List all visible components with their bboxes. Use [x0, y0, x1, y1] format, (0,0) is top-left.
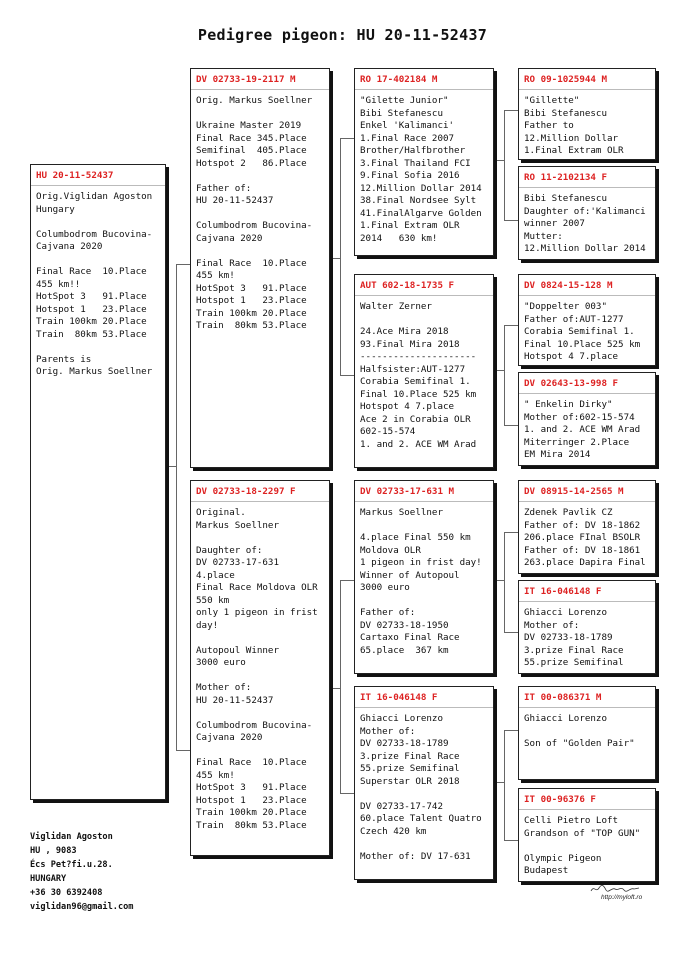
connector-line	[340, 138, 341, 375]
connector-line	[504, 325, 518, 326]
ring-number: DV 02733-19-2117 M	[191, 69, 329, 90]
connector-line	[340, 375, 354, 376]
connector-line	[504, 532, 518, 533]
ring-number: DV 02733-18-2297 F	[191, 481, 329, 502]
ring-number: AUT 602-18-1735 F	[355, 275, 493, 296]
pigeon-info: Walter Zerner 24.Ace Mira 2018 93.Final Mira 2018 --------------------- Halfsister:AUT-1277 Corabia Semifinal 1. Final 10.Place 525 km Hotspot 4 7.place Ace 2 in Corabia OLR 602-15-574 1. and 2. ACE WM Arad	[360, 301, 477, 450]
ring-number: IT 16-046148 F	[519, 581, 655, 602]
pigeon-card-sds[interactable]	[518, 274, 656, 366]
pigeon-card-sire[interactable]	[190, 68, 330, 468]
pigeon-card-sire-sire[interactable]	[354, 68, 494, 256]
pigeon-card-sss[interactable]	[518, 68, 656, 160]
pigeon-card-dam-dam[interactable]	[354, 686, 494, 880]
pigeon-card-dsd[interactable]	[518, 580, 656, 674]
connector-line	[504, 532, 505, 632]
pigeon-info: "Gillette" Bibi Stefanescu Father to 12.Million Dollar 1.Final Extram OLR	[524, 95, 624, 156]
pigeon-info: "Gilette Junior" Bibi Stefanescu Enkel 'Kalimanci' 1.Final Race 2007 Brother/Halfbrother 3.Final Thailand FCI 9.Final Sofia 2016 12.Million Dollar 2014 38.Final Nordsee Sylt 41.FinalAlgarve Golden 1.Final Extram OLR 2014 630 km!	[360, 95, 482, 244]
connector-line	[166, 466, 177, 467]
ring-number: RO 09-1025944 M	[519, 69, 655, 90]
connector-line	[504, 425, 518, 426]
website-link[interactable]: http://myloft.ro	[601, 894, 643, 901]
pigeon-info: "Doppelter 003" Father of:AUT-1277 Corabia Semifinal 1. Final 10.Place 525 km Hotspot 4 7.place	[524, 301, 641, 362]
connector-line	[176, 750, 190, 751]
pigeon-card-dds[interactable]	[518, 686, 656, 780]
ring-number: RO 11-2102134 F	[519, 167, 655, 188]
ring-number: DV 02733-17-631 M	[355, 481, 493, 502]
pigeon-info: Markus Soellner 4.place Final 550 km Moldova OLR 1 pigeon in frist day! Winner of Autopoul 3000 euro Father of: DV 02733-18-1950 Cartaxo Final Race 65.place 367 km	[360, 507, 482, 656]
pigeon-info: Orig. Markus Soellner Ukraine Master 2019 Final Race 345.Place Semifinal 405.Place Hotspot 2 86.Place Father of: HU 20-11-52437 Columbodrom Bucovina- Cajvana 2020 Final Race 10.Place 455 km! HotSpot 3 91.Place Hotspot 1 23.Place Train 100km 20.Place Train 80km 53.Place	[196, 95, 313, 331]
connector-line	[504, 730, 505, 840]
connector-line	[494, 160, 505, 161]
ring-number: IT 00-96376 F	[519, 789, 655, 810]
pigeon-card-sdd[interactable]	[518, 372, 656, 466]
connector-line	[504, 110, 518, 111]
connector-line	[340, 138, 354, 139]
connector-line	[504, 730, 518, 731]
pigeon-card-subject[interactable]	[30, 164, 166, 800]
ring-number: HU 20-11-52437	[31, 165, 165, 186]
page-title: Pedigree pigeon: HU 20-11-52437	[197, 26, 488, 44]
pigeon-info: Ghiacci Lorenzo Son of "Golden Pair"	[524, 713, 635, 749]
connector-line	[494, 370, 505, 371]
ring-number: DV 02643-13-998 F	[519, 373, 655, 394]
pigeon-info: Bibi Stefanescu Daughter of:'Kalimanci winner 2007 Mutter: 12.Million Dollar 2014	[524, 193, 646, 254]
ring-number: DV 0824-15-128 M	[519, 275, 655, 296]
ring-number: IT 00-086371 M	[519, 687, 655, 708]
pigeon-info: Ghiacci Lorenzo Mother of: DV 02733-18-1789 3.prize Final Race 55.prize Semifinal Superstar OLR 2018 DV 02733-17-742 60.place Talent Quatro Czech 420 km Mother of: DV 17-631	[360, 713, 482, 862]
connector-line	[340, 580, 354, 581]
pigeon-card-ddd[interactable]	[518, 788, 656, 882]
pigeon-card-sire-dam[interactable]	[354, 274, 494, 468]
pigeon-info: Orig.Viglidan Agoston Hungary Columbodrom Bucovina- Cajvana 2020 Final Race 10.Place 455 km!! HotSpot 3 91.Place Hotspot 1 23.Place Train 100km 20.Place Train 80km 53.Place Parents is Orig. Markus Soellner	[36, 191, 153, 377]
connector-line	[340, 580, 341, 793]
ring-number: RO 17-402184 M	[355, 69, 493, 90]
connector-line	[176, 264, 177, 750]
pigeon-card-dam-sire[interactable]	[354, 480, 494, 674]
pigeon-info: Original. Markus Soellner Daughter of: DV 02733-17-631 4.place Final Race Moldova OLR 550 km only 1 pigeon in frist day! Autopoul Winner 3000 euro Mother of: HU 20-11-52437 Columbodrom Bucovina- Cajvana 2020 Final Race 10.Place 455 km! HotSpot 3 91.Place Hotspot 1 23.Place Train 100km 20.Place Train 80km 53.Place	[196, 507, 318, 831]
pigeon-info: Zdenek Pavlik CZ Father of: DV 18-1862 206.place FInal BSOLR Father of: DV 18-1861 263.place Dapira Final	[524, 507, 646, 568]
pigeon-card-dam[interactable]	[190, 480, 330, 856]
connector-line	[340, 793, 354, 794]
connector-line	[504, 840, 518, 841]
connector-line	[504, 110, 505, 220]
signature-logo-icon	[590, 884, 640, 894]
pigeon-card-ssd[interactable]	[518, 166, 656, 260]
connector-line	[504, 220, 518, 221]
connector-line	[330, 258, 341, 259]
pigeon-info: Ghiacci Lorenzo Mother of: DV 02733-18-1789 3.prize Final Race 55.prize Semifinal	[524, 607, 624, 668]
connector-line	[494, 782, 505, 783]
connector-line	[176, 264, 190, 265]
connector-line	[330, 688, 341, 689]
connector-line	[494, 580, 505, 581]
connector-line	[504, 632, 518, 633]
ring-number: DV 08915-14-2565 M	[519, 481, 655, 502]
pigeon-card-dss[interactable]	[518, 480, 656, 574]
pigeon-info: " Enkelin Dirky" Mother of:602-15-574 1. and 2. ACE WM Arad Miterringer 2.Place EM Mira 2014	[524, 399, 641, 460]
ring-number: IT 16-046148 F	[355, 687, 493, 708]
owner-contact: Viglidan Agoston HU , 9083 Écs Pet?fi.u.28. HUNGARY +36 30 6392408 viglidan96@gmail.com	[30, 832, 134, 912]
pigeon-info: Celli Pietro Loft Grandson of "TOP GUN" Olympic Pigeon Budapest	[524, 815, 641, 876]
connector-line	[504, 325, 505, 425]
